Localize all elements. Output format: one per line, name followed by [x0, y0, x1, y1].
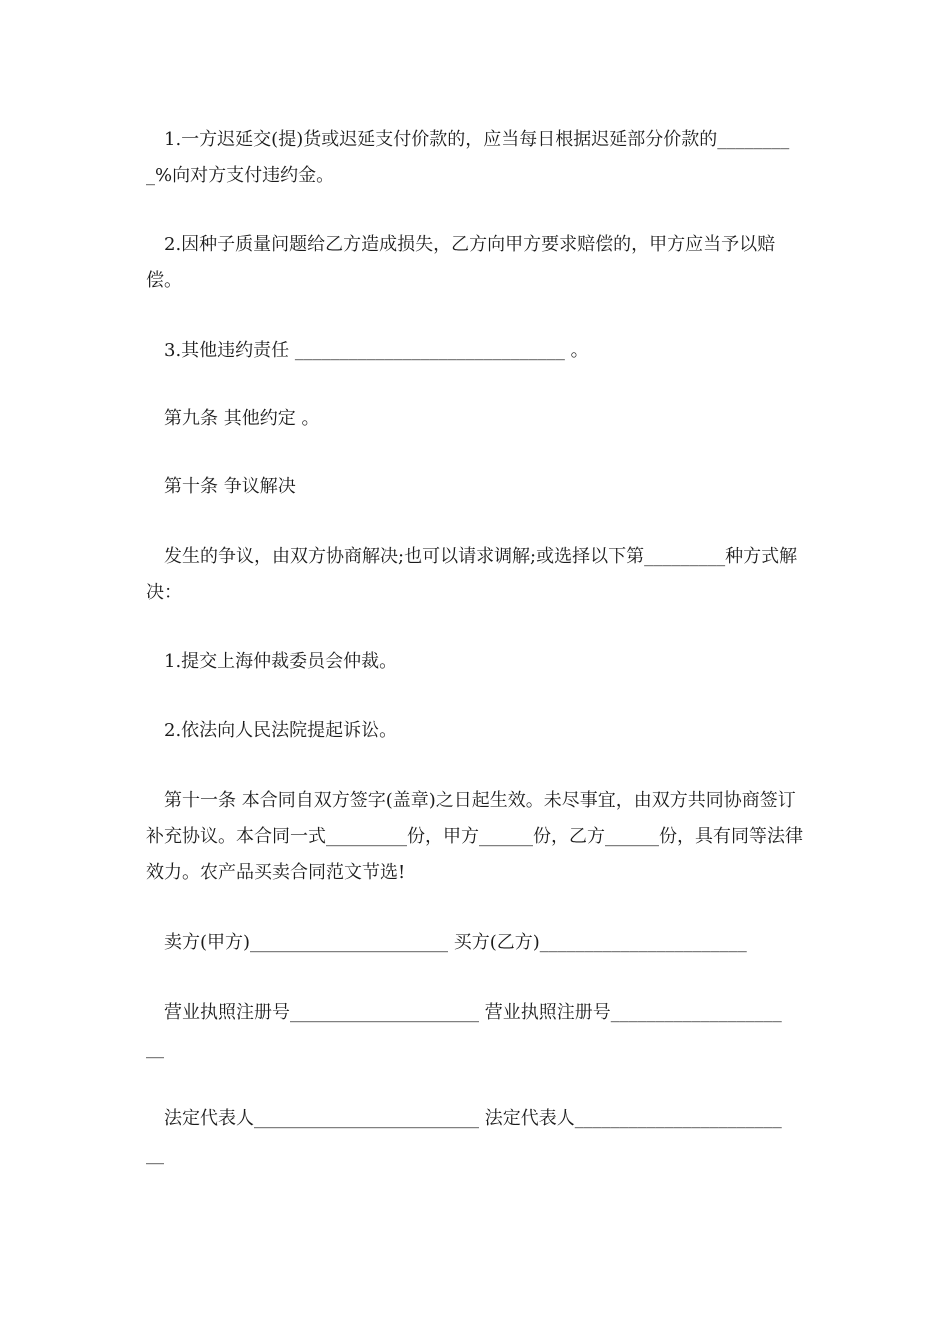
trailing-underscore-2: __	[146, 1144, 164, 1165]
signature-license-number: 营业执照注册号_____________________ 营业执照注册号___________________	[164, 1002, 782, 1023]
paragraph-litigation: 2.依法向人民法院提起诉讼。	[164, 720, 398, 741]
trailing-underscore-1: __	[146, 1038, 164, 1059]
article-10-heading: 第十条 争议解决	[164, 476, 296, 497]
article-9-heading: 第九条 其他约定 。	[164, 408, 320, 429]
article-11-paragraph: 第十一条 本合同自双方签字(盖章)之日起生效。未尽事宜，由双方共同协商签订补充协议。本合同一式_________份，甲方______份，乙方______份，具有同等法律效力。农产品买卖合同范文节选!	[146, 790, 803, 883]
paragraph-penalty-1: 1.一方迟延交(提)货或迟延支付价款的，应当每日根据迟延部分价款的_________%向对方支付违约金。	[146, 129, 790, 186]
paragraph-dispute: 发生的争议，由双方协商解决;也可以请求调解;或选择以下第_________种方式解决：	[146, 546, 798, 603]
paragraph-penalty-3: 3.其他违约责任 ______________________________ 。	[164, 340, 589, 361]
paragraph-penalty-2: 2.因种子质量问题给乙方造成损失，乙方向甲方要求赔偿的，甲方应当予以赔偿。	[146, 234, 776, 291]
paragraph-arbitration: 1.提交上海仲裁委员会仲裁。	[164, 651, 398, 672]
signature-seller-buyer: 卖方(甲方)______________________ 买方(乙方)_______________________	[164, 932, 747, 953]
signature-legal-representative: 法定代表人_________________________ 法定代表人_______________________	[164, 1108, 782, 1129]
